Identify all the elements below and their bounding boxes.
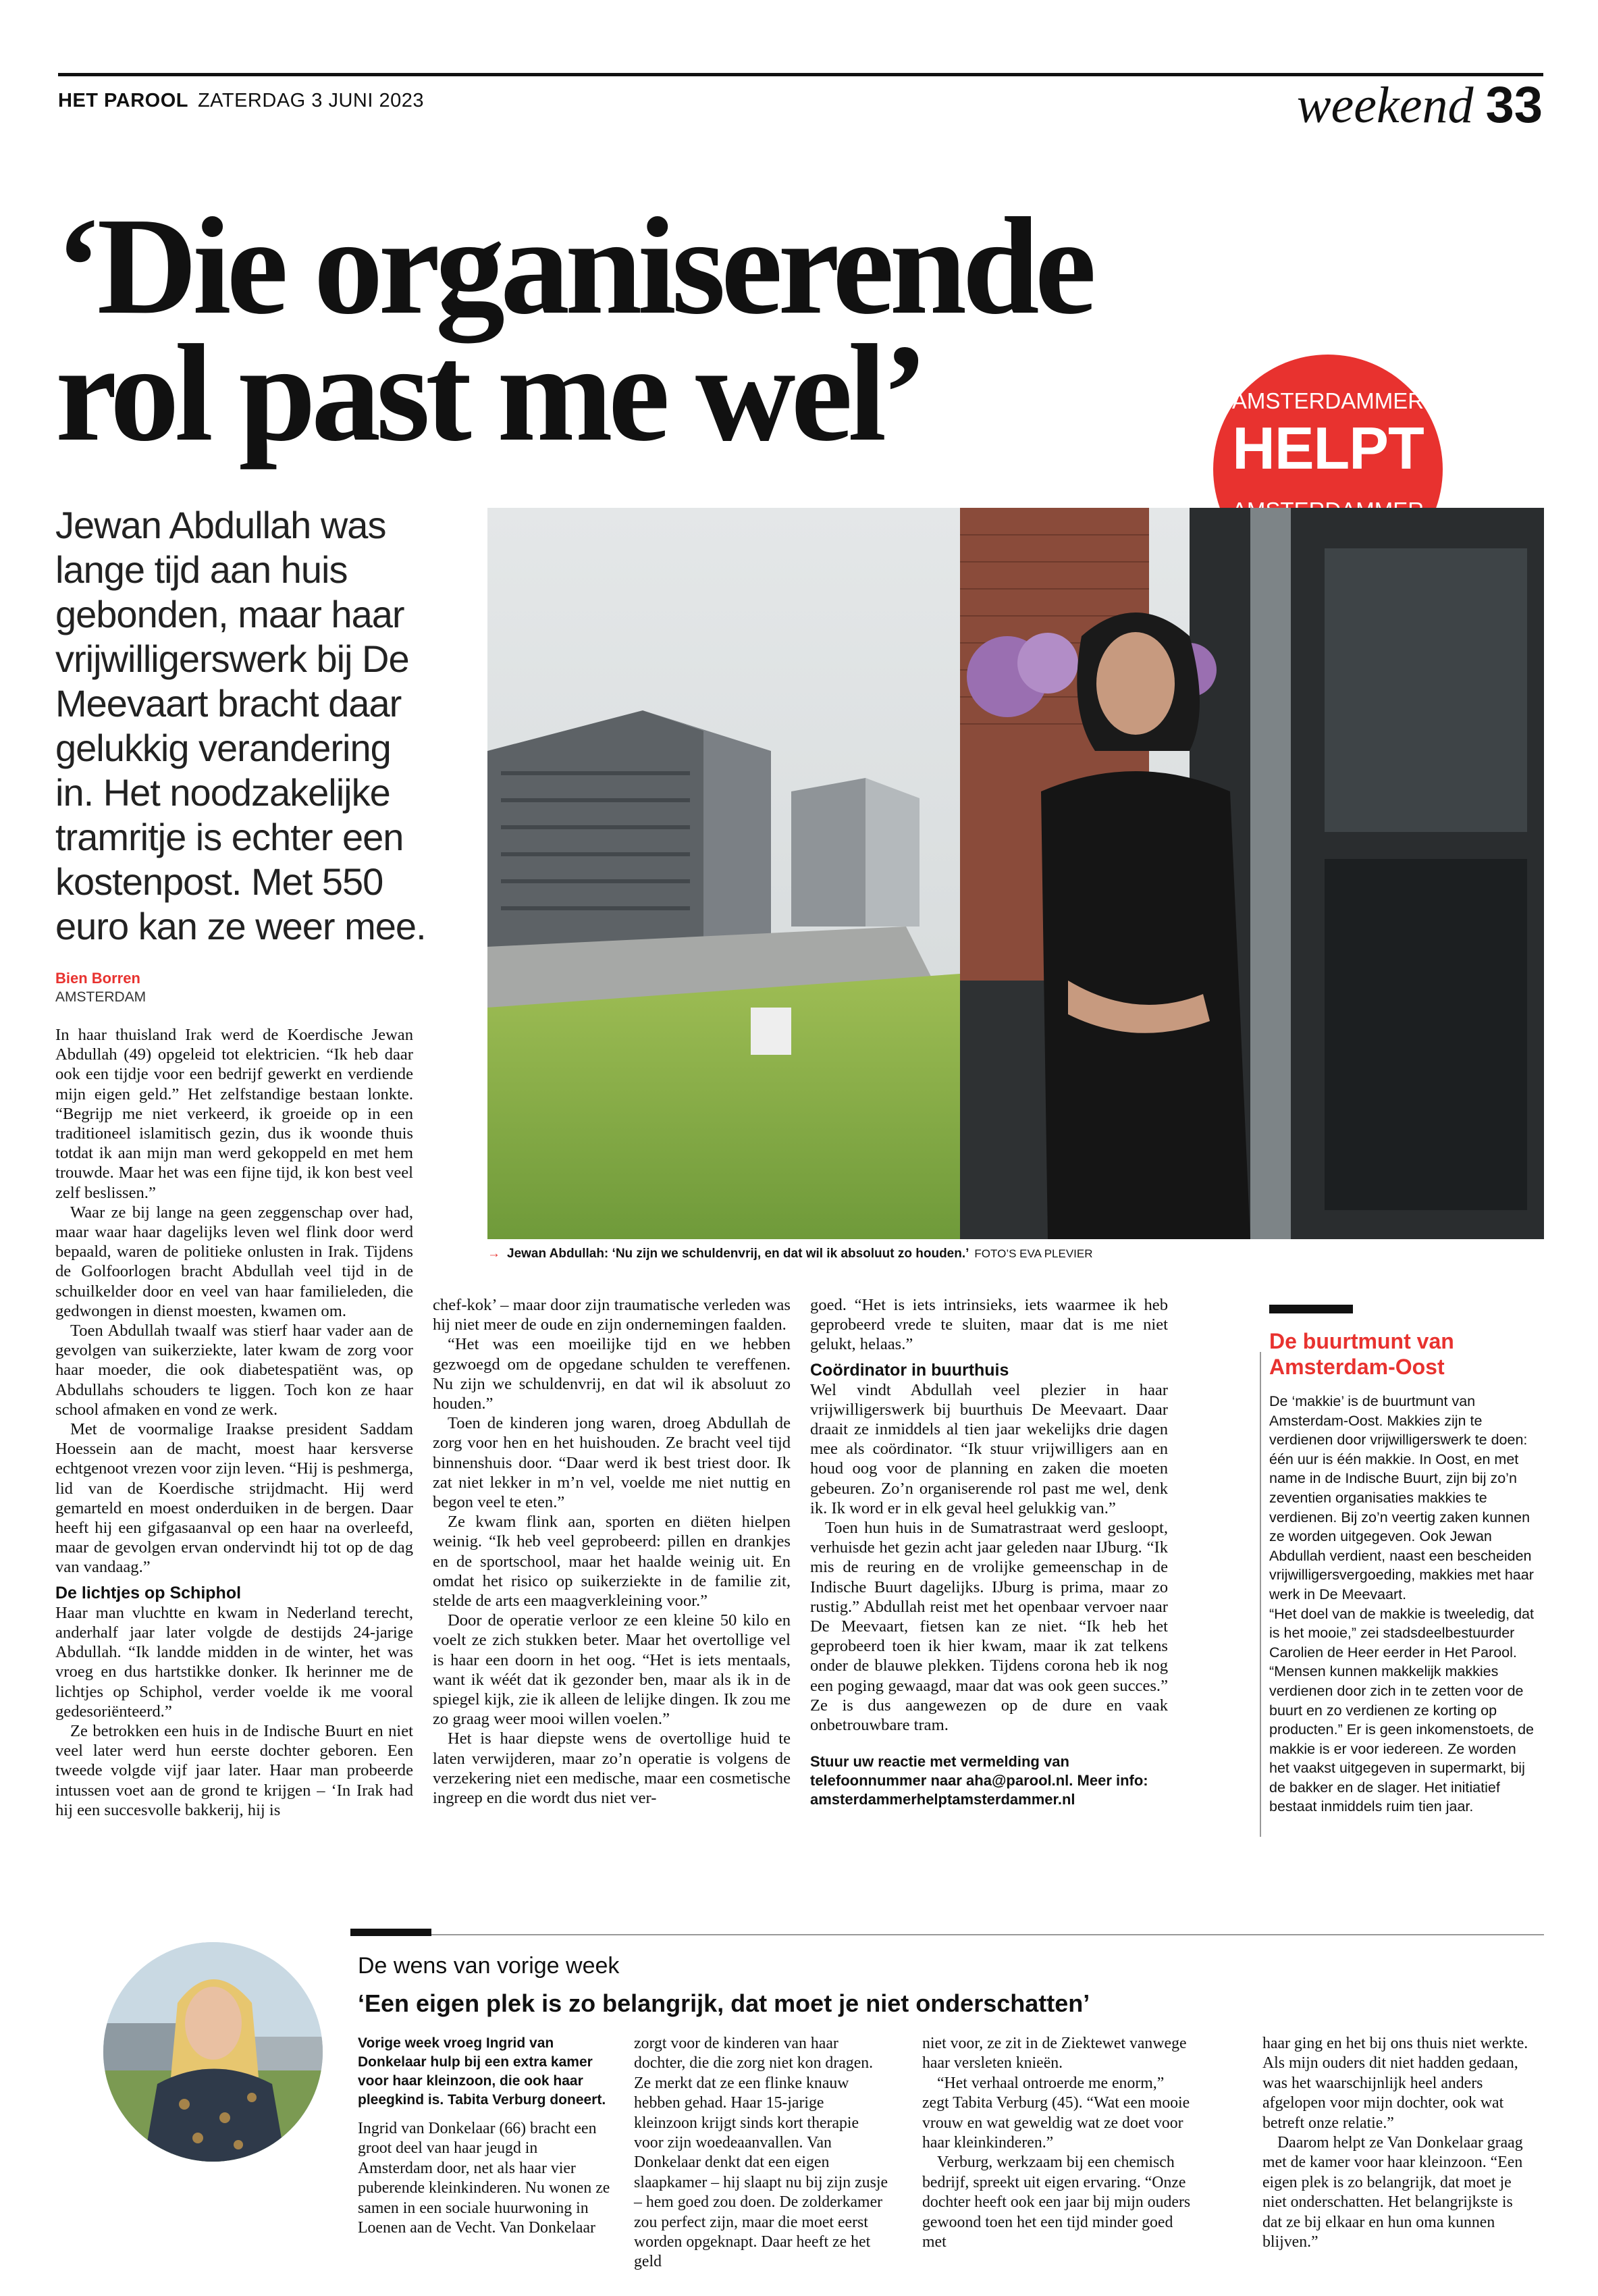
wens-title: ‘Een eigen plek is zo belangrijk, dat moet je niet onderschatten’ xyxy=(358,1989,1090,2017)
sidebar-title: De buurtmunt van Amsterdam-Oost xyxy=(1269,1329,1454,1379)
intro-text: Jewan Abdullah was lange tijd aan huis gebonden, maar haar vrijwilligerswerk bij De Meevaart bracht daar gelukkig verandering in. Het noodzakelijke tramritje is echter een kostenpost. Met 550 euro kan ze weer mee. xyxy=(55,504,426,947)
wens-column-4 xyxy=(1262,2034,1533,2252)
wens-tag: De wens van vorige week xyxy=(358,1953,620,1979)
wens-column-2 xyxy=(634,2034,890,2272)
bottom-section-rule xyxy=(350,1934,1544,1935)
paragraph: haar ging en het bij ons thuis niet werkte. Als mijn ouders dit niet hadden gedaan, was het waarschijnlijk heel anders afgelopen voor mijn dochter, ook wat betreft onze relatie.” xyxy=(1262,2035,1528,2132)
article-column-3 xyxy=(810,1295,1168,1809)
photo-caption xyxy=(487,1247,1093,1261)
sidebar-paragraph: De ‘makkie’ is de buurtmunt van Amsterdam-Oost. Makkies zijn te verdienen door vrijwilligerswerk te doen: één uur is één makkie. In Oost, en met name in de Indische Buurt, zijn bij zo’n zeventien organisaties makkies te verdienen. Bij zo’n veertig zaken kunnen ze worden uitgegeven. Ook Jewan Abdullah verdient, naast een bescheiden vrijwilligersvergoeding, makkies met haar werk in De Meevaart. xyxy=(1269,1393,1534,1602)
wens-column-1 xyxy=(358,2034,614,2238)
paragraph: In haar thuisland Irak werd de Koerdische Jewan Abdullah (49) opgeleid tot elektricien. “Ik heb daar ook een tijdje voor een bedrijf gewerkt en verdiende mijn eigen geld.” Het zelfstandige bestaan lonkte. “Begrijp me niet verkeerd, ik groeide op in een traditioneel islamitisch gezin, dus ik woonde thuis totdat ik aan mijn man werd gekoppeld en met hem trouwde. Maar het was een fijne tijd, ik kon best veel zelf beslissen.” xyxy=(55,1026,413,1202)
article-column-1 xyxy=(55,1025,413,1820)
paragraph: “Het verhaal ontroerde me enorm,” zegt Tabita Verburg (45). “Wat een mooie vrouw en wat geweldig wat ze doet voor haar kleinkinderen.” xyxy=(922,2074,1190,2152)
paragraph: Toen Abdullah twaalf was stierf haar vader aan de gevolgen van suikerziekte, later kwam de zorg voor haar moeder, die ook diabetespatiënt was, op Abdullahs schouders te liggen. Toch kon ze haar school afmaken en vond ze werk. xyxy=(55,1322,413,1419)
bottom-section-bar xyxy=(350,1929,431,1936)
paragraph: Verburg, werkzaam bij een chemisch bedrijf, spreekt uit eigen ervaring. “Onze dochter heeft ook een jaar bij mijn ouders gewoond toen het een tijd minder goed met xyxy=(922,2154,1191,2251)
portrait-photo xyxy=(103,1942,323,2162)
photo-credit: FOTO’S EVA PLEVIER xyxy=(974,1247,1093,1260)
caption-text: Jewan Abdullah: ‘Nu zijn we schuldenvrij, en dat wil ik absoluut zo houden.’ xyxy=(507,1247,969,1261)
issue-date: ZATERDAG 3 JUNI 2023 xyxy=(197,90,424,111)
paragraph: Ze kwam flink aan, sporten en diëten hielpen weinig. “Ik heb veel geprobeerd: pillen en drankjes en de sportschool, maar het haalde weinig uit. En omdat het risico op suikerziekte in de familie zit, stelde de arts een maagverkleining voor.” xyxy=(433,1513,791,1611)
section-label xyxy=(1296,76,1543,134)
paragraph: Door de operatie verloor ze een kleine 50 kilo en voelt ze zich stukken beter. Maar het overtollige vel is haar een doorn in het oog. “Het is iets mentaals, want ik wéét dat ik gezonder ben, maar als ik in de spiegel kijk, zie ik alleen de lelijke dingen. Ik zou me zo graag weer mooi willen voelen.” xyxy=(433,1611,791,1729)
article-column-2 xyxy=(433,1295,791,1808)
paragraph: Toen de kinderen jong waren, droeg Abdullah de zorg voor hen en het huishouden. Ze bracht veel tijd binnenshuis door. “Daar werd ik best triest door. Ik zat niet lekker in m’n vel, voelde me niet nuttig en begon veel te eten.” xyxy=(433,1414,791,1512)
wens-lead: Vorige week vroeg Ingrid van Donkelaar hulp bij een extra kamer voor haar kleinzoon, die ook haar pleegkind is. Tabita Verburg doneert. xyxy=(358,2035,606,2108)
paper-name: HET PAROOL xyxy=(58,90,188,111)
paragraph: “Het was een moeilijke tijd en we hebben gezwoegd om de opgedane schulden te vereffenen. Nu zijn we schuldenvrij, en dat wil ik absoluut zo houden.” xyxy=(433,1335,791,1413)
photo-illustration xyxy=(487,508,1544,1239)
top-rule xyxy=(58,73,1543,76)
paragraph: Ingrid van Donkelaar (66) bracht een groot deel van haar jeugd in Amsterdam door, net als haar vier puberende kleinkinderen. Nu wonen ze samen in een sociale huurwoning in Loenen aan de Vecht. Van Donkelaar xyxy=(358,2120,610,2237)
paragraph: Met de voormalige Iraakse president Saddam Hoessein aan de macht, moest haar kersverse echtgenoot vrezen voor zijn leven. “Hij is peshmerga, lid van de Koerdische strijdmacht. Hij werd gemarteld en moest onderduiken in de bergen. Daar heeft hij een gifgasaanval op een haar na overleefd, maar de gevolgen ervan ondervindt hij tot op de dag van vandaag.” xyxy=(55,1420,413,1577)
byline-author: Bien Borren xyxy=(55,970,140,987)
sidebar-box xyxy=(1269,1305,1539,1817)
sidebar-divider xyxy=(1260,1352,1261,1837)
paragraph: Ze betrokken een huis in de Indische Buurt en niet veel later werd hun eerste dochter geboren. Een tweede volgde vijf jaar later. Haar man probeerde intussen voet aan de grond te krijgen – ‘In Irak had hij een succesvolle bakkerij, hij is xyxy=(55,1721,413,1819)
badge-line-1: AMSTERDAMMER xyxy=(1231,388,1424,413)
byline-place: AMSTERDAM xyxy=(55,989,147,1005)
badge-line-2: HELPT xyxy=(1232,415,1424,481)
masthead xyxy=(58,90,424,112)
paragraph: Waar ze bij lange na geen zeggenschap over had, maar waar haar dagelijks leven wel flink door werd bepaald, waren de politieke onlusten in Irak. Tijdens de Golfoorlogen bracht Abdullah veel tijd in de schuilkelder door en veel van haar familieleden, die gedwongen in dienst moesten, kwamen om. xyxy=(55,1203,413,1320)
sidebar-paragraph: “Het doel van de makkie is tweeledig, dat is het mooie,” zei stadsdeelbestuurder Carolien de Heer eerder in Het Parool. “Mensen kunnen makkelijk makkies verdienen door zich in te zetten voor de buurt en zo verdienen ze korting op producten.” Er is geen inkomenstoets, de makkie is er voor iedereen. Ze worden het vaakst uitgegeven in supermarkt, bij de bakker en de slager. Het initiatief bestaat inmiddels ruim tien jaar. xyxy=(1269,1605,1534,1815)
paragraph: chef-kok’ – maar door zijn traumatische verleden was hij niet meer de oude en zijn ondernemingen faalden. xyxy=(433,1296,791,1334)
contact-note: Stuur uw reactie met vermelding van telefoonnummer naar aha@parool.nl. Meer info: amsterdammerhelptamsterdammer.nl xyxy=(810,1753,1148,1808)
paragraph: Haar man vluchtte en kwam in Nederland terecht, anderhalf jaar later volgde de destijds 24-jarige Abdullah. “Ik landde midden in de winter, het was vroeg en dus hartstikke donker. Ik herinner me de lichtjes op Schiphol, verder voelde ik me vooral gedesoriënteerd.” xyxy=(55,1603,413,1721)
headline-line-1: ‘Die organiserende xyxy=(55,188,1092,343)
subheading: De lichtjes op Schiphol xyxy=(55,1583,242,1602)
portrait-illustration xyxy=(103,1942,323,2162)
paragraph: Wel vindt Abdullah veel plezier in haar vrijwilligerswerk bij buurthuis De Meevaart. Daar draait ze inmiddels al tien jaar wekelijks drie dagen mee als coördinator. “Ik stuur vrijwilligers aan en houd oog voor de planning en zaken die moeten gebeuren. Zo’n organiserende rol past me wel, denk ik. Ik word er in elk geval heel gelukkig van.” xyxy=(810,1380,1168,1517)
paragraph: goed. “Het is iets intrinsieks, iets waarmee ik heb geprobeerd vrede te sluiten, maar dat is me niet gelukt, helaas.” xyxy=(810,1296,1168,1354)
wens-column-3 xyxy=(922,2034,1192,2252)
arrow-right-icon: → xyxy=(487,1247,500,1261)
headline-line-2: rol past me wel’ xyxy=(55,315,924,470)
section-name: weekend xyxy=(1296,77,1474,134)
paragraph: zorgt voor de kinderen van haar dochter, die die zorg niet kon dragen. Ze merkt dat ze een flinke knauw hebben gehad. Haar 15-jarige kleinzoon krijgt sinds kort therapie voor zijn woedeaanvallen. Van Donkelaar denkt dat een eigen slaapkamer – hij slaapt nu bij zijn zusje – hem goed zou doen. De zolderkamer zou perfect zijn, maar die moet eerst worden opgeknapt. Daar heeft ze het geld xyxy=(634,2035,888,2271)
paragraph: Het is haar diepste wens de overtollige huid te laten verwijderen, maar zo’n operatie is volgens de verzekering niet een medische, maar een cosmetische ingreep en die wordt dus niet ver- xyxy=(433,1729,791,1808)
main-photo xyxy=(487,508,1544,1239)
paragraph: niet voor, ze zit in de Ziektewet vanwege haar versleten knieën. xyxy=(922,2035,1187,2072)
subheading: Coördinator in buurthuis xyxy=(810,1360,1009,1380)
sidebar-bar xyxy=(1269,1305,1353,1313)
paragraph: Daarom helpt ze Van Donkelaar graag met de kamer voor haar kleinzoon. “Een eigen plek is zo belangrijk, dat moet je niet onderschatten. Het belangrijkste is dat ze bij elkaar en hun oma kunnen blijven.” xyxy=(1262,2134,1523,2251)
page-number: 33 xyxy=(1485,76,1543,134)
paragraph: Toen hun huis in de Sumatrastraat werd gesloopt, verhuisde het gezin acht jaar geleden naar IJburg. “Ik mis de reuring en de vrolijke gemeenschap in de Indische Buurt dagelijks. IJburg is prima, maar zo rustig.” Abdullah reist met het openbaar vervoer naar De Meevaart, fietsen kan ze niet. “Ik heb het geprobeerd toen ik hier kwam, maar ik zat telkens onder de blauwe plekken. Tijdens corona heb ik nog een poging gewaagd, maar dat was ook geen succes.” Ze is dus aangewezen op de dure en vaak onbetrouwbare tram. xyxy=(810,1519,1168,1735)
